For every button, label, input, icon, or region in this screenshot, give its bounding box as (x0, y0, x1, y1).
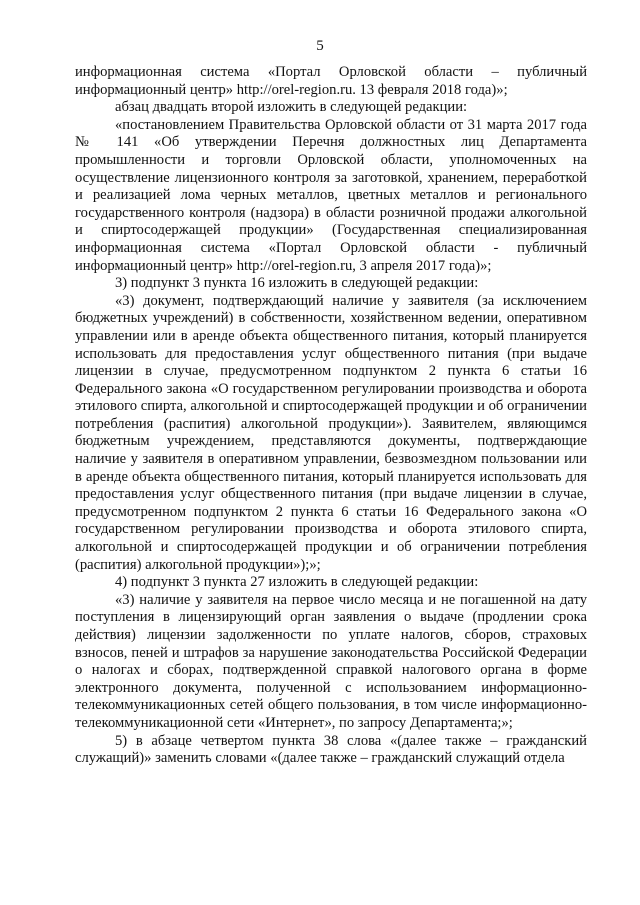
paragraph-postanovlenie: «постановлением Правительства Орловской области от 31 марта 2017 года № 141 «Об утверждении Перечня должностных лиц Департамента промышленности и торговли Орловской области, уполномоченных на осуществление лицензионного контроля за заготовкой, хранением, переработкой и реализацией лома черных металлов, цветных металлов и регионального государственного контроля (надзора) в области розничной продажи алкогольной и спиртосодержащей продукции» (Государственная специализированная информационная система «Портал Орловской области - публичный информационный центр» http://orel-region.ru, 3 апреля 2017 года)»; (75, 116, 587, 274)
paragraph-item-3-text: «3) документ, подтверждающий наличие у заявителя (за исключением бюджетных учреждений) в собственности, хозяйственном ведении, оперативном управлении или в аренде объекта общественного питания, который планируется использовать для предоставления услуг общественного питания (при выдаче лицензии в случае, предусмотренном подпунктом 2 пункта 6 статьи 16 Федерального закона «О государственном регулировании производства и оборота этилового спирта, алкогольной и спиртосодержащей продукции и об ограничении потребления (распития) алкогольной продукции»). Заявителем, являющимся бюджетным учреждением, представляются документы, подтверждающие наличие у заявителя в оперативном управлении, безвозмездном пользовании или в аренде объекта общественного питания, который планируется использовать для предоставления услуг общественного питания (при выдаче лицензии в случае, предусмотренном подпунктом 2 пункта 6 статьи 16 Федерального закона «О государственном регулировании производства и оборота этилового спирта, алкогольной и спиртосодержащей продукции и об ограничении потребления (распития) алкогольной продукции»);»; (75, 292, 587, 573)
paragraph-item-4-text: «3) наличие у заявителя на первое число месяца и не погашенной на дату поступления в лицензирующий орган заявления о выдаче (продлении срока действия) лицензии задолженности по уплате налогов, сборов, страховых взносов, пеней и штрафов за нарушение законодательства Российской Федерации о налогах и сборах, подтвержденной справкой налогового органа в форме электронного документа, полученной с использованием информационно-телекоммуникационных сетей общего пользования, в том числе информационно-телекоммуникационной сети «Интернет», по запросу Департамента;»; (75, 591, 587, 731)
paragraph-item-3: 3) подпункт 3 пункта 16 изложить в следующей редакции: (115, 275, 479, 292)
paragraph-item-4: 4) подпункт 3 пункта 27 изложить в следующей редакции: (115, 574, 479, 591)
paragraph-continuation: информационная система «Портал Орловской области – публичный информационный центр» http://orel-region.ru. 13 февраля 2018 года)»; (75, 64, 587, 98)
page-number: 5 (316, 38, 324, 54)
document-body (75, 64, 587, 768)
paragraph-item-5: 5) в абзаце четвертом пункта 38 слова «(далее также – гражданский служащий)» заменить словами «(далее также – гражданский служащий отдела (75, 732, 587, 767)
paragraph-abzac-22: абзац двадцать второй изложить в следующей редакции: (115, 99, 468, 116)
